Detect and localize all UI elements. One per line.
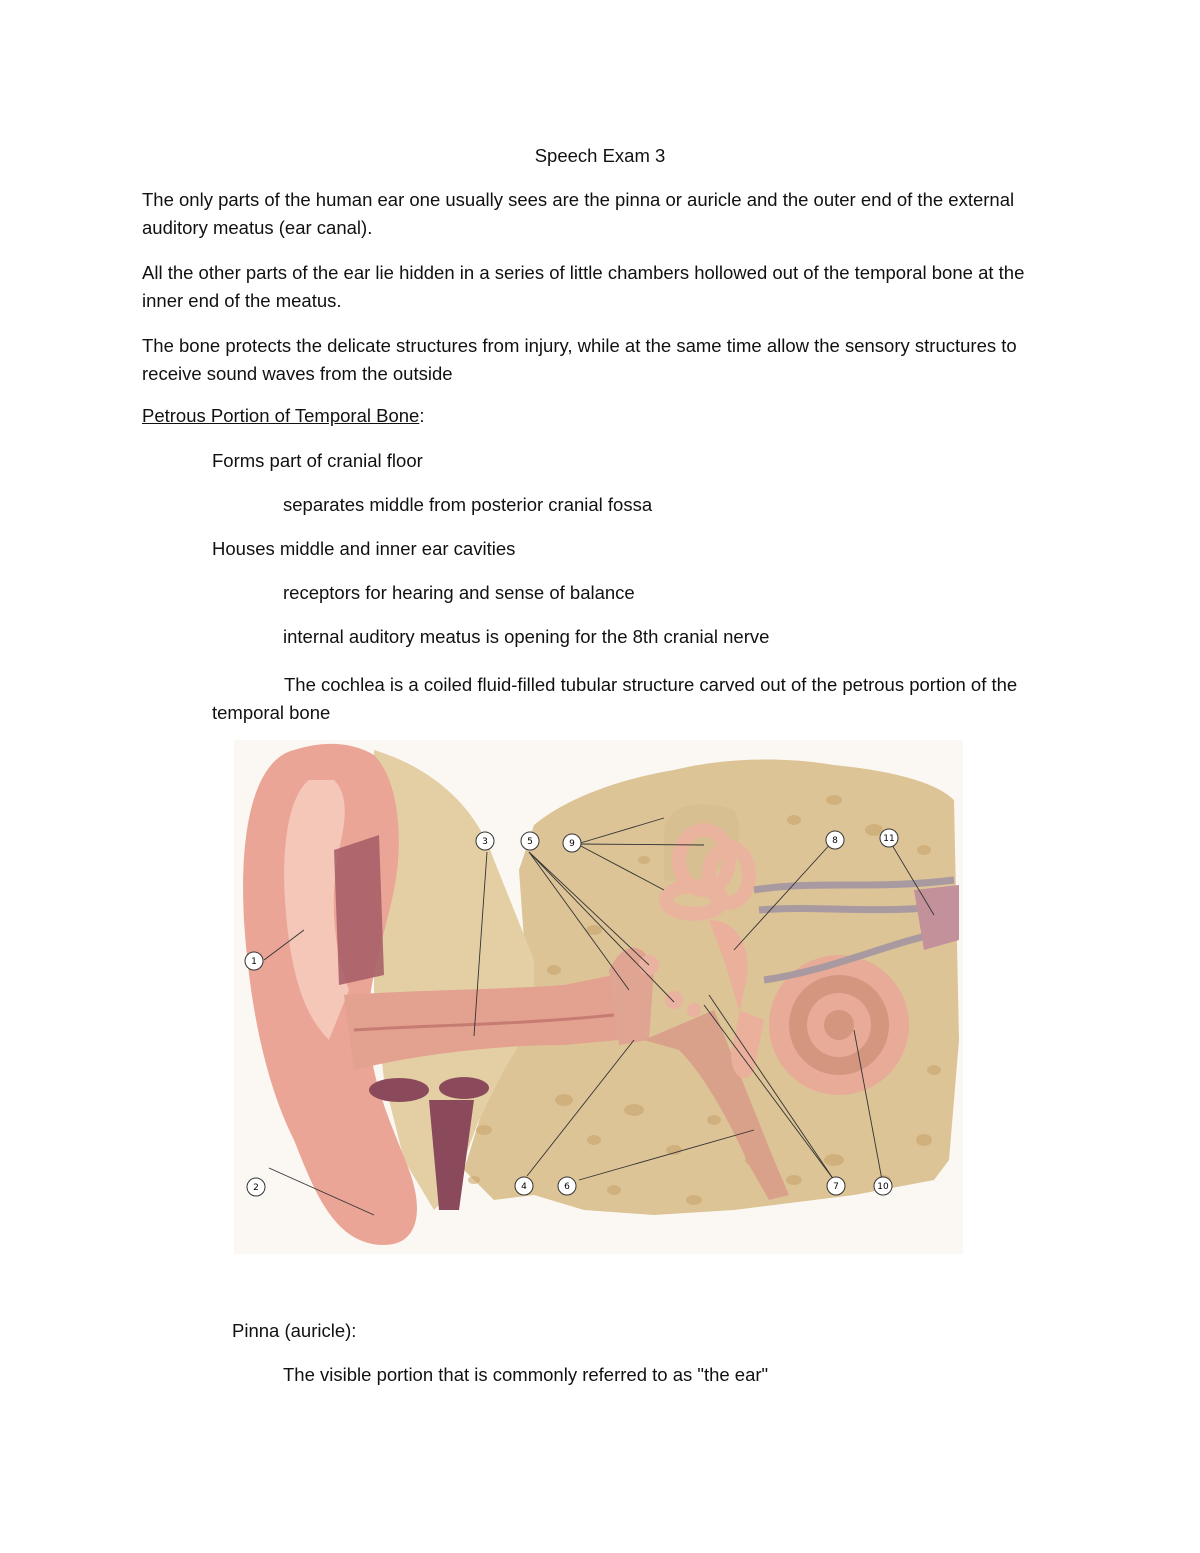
callout-1 xyxy=(245,952,263,970)
paragraph-cochlea: The cochlea is a coiled fluid-filled tubular structure carved out of the petrous portion of the temporal bone xyxy=(212,674,1018,723)
pinna-description: The visible portion that is commonly referred to as "the ear" xyxy=(283,1364,769,1385)
cavity-dark xyxy=(439,1077,489,1099)
callout-6 xyxy=(558,1177,576,1195)
svg-text:10: 10 xyxy=(877,1182,889,1192)
pinna-heading: Pinna (auricle): xyxy=(232,1320,357,1341)
svg-text:8: 8 xyxy=(832,836,838,846)
ear-anatomy-illustration xyxy=(234,740,963,1254)
callout-2 xyxy=(247,1178,265,1196)
section-heading-text: Petrous Portion of Temporal Bone xyxy=(142,405,420,426)
callout-7 xyxy=(827,1177,845,1195)
callout-3 xyxy=(476,832,494,850)
callout-9 xyxy=(563,834,581,852)
section-heading-colon: : xyxy=(419,405,425,426)
paragraph-hidden-parts: All the other parts of the ear lie hidden in a series of little chambers hollowed out of the temporal bone at the inner end of the meatus. xyxy=(142,262,1025,311)
svg-text:4: 4 xyxy=(521,1182,527,1192)
callout-10 xyxy=(874,1177,892,1195)
svg-text:5: 5 xyxy=(527,837,533,847)
callout-4 xyxy=(515,1177,533,1195)
svg-text:2: 2 xyxy=(253,1183,259,1193)
ear-anatomy-figure xyxy=(234,740,963,1254)
svg-text:7: 7 xyxy=(833,1182,839,1192)
list-item: Houses middle and inner ear cavities xyxy=(212,538,516,559)
svg-text:3: 3 xyxy=(482,837,488,847)
svg-text:9: 9 xyxy=(569,839,575,849)
concha-cavity xyxy=(334,835,384,985)
paragraph-bone-protection: The bone protects the delicate structures from injury, while at the same time allow the sensory structures to receive sound waves from the outside xyxy=(142,335,1017,384)
callout-8 xyxy=(826,831,844,849)
callout-5 xyxy=(521,832,539,850)
section-heading xyxy=(142,405,424,427)
list-item: Forms part of cranial floor xyxy=(212,450,423,471)
stapes-shape xyxy=(687,1003,701,1017)
list-subitem: separates middle from posterior cranial fossa xyxy=(283,494,653,515)
document-title: Speech Exam 3 xyxy=(534,145,666,166)
incus-shape xyxy=(665,991,683,1009)
cavity-dark xyxy=(369,1078,429,1102)
list-subitem: receptors for hearing and sense of balance xyxy=(283,582,635,603)
svg-text:6: 6 xyxy=(564,1182,570,1192)
callout-11 xyxy=(880,829,898,847)
svg-text:11: 11 xyxy=(883,834,895,844)
list-subitem: internal auditory meatus is opening for the 8th cranial nerve xyxy=(283,626,770,647)
svg-text:1: 1 xyxy=(251,957,257,967)
paragraph-intro: The only parts of the human ear one usually sees are the pinna or auricle and the outer end of the external auditory meatus (ear canal). xyxy=(142,189,1015,238)
